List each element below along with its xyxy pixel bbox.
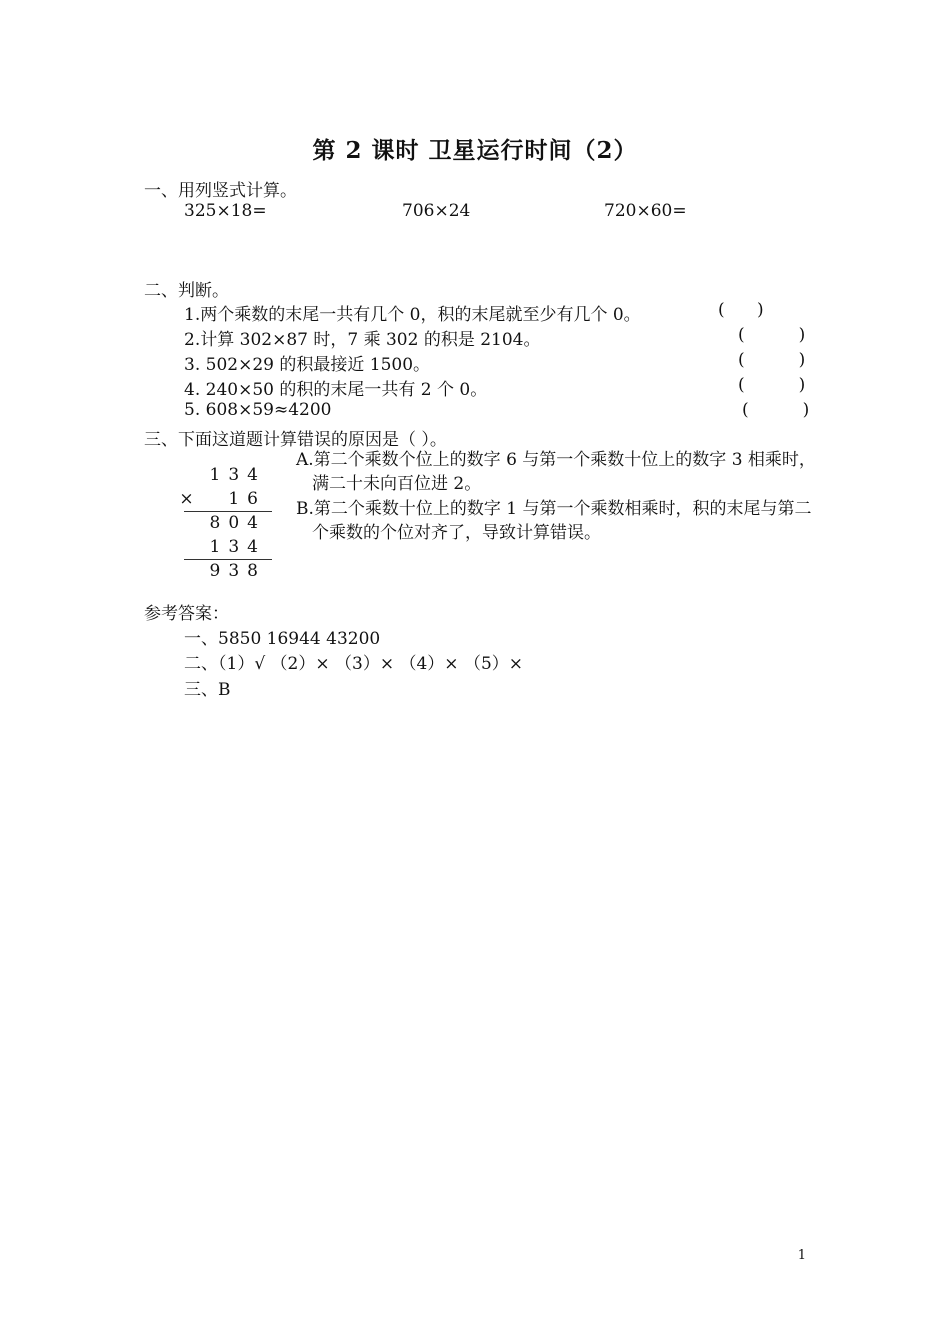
judge-paren-4[interactable]: ( ): [738, 375, 806, 395]
judge-paren-3[interactable]: ( ): [738, 350, 806, 370]
judge-paren-1[interactable]: ( ): [718, 300, 764, 320]
section2-heading: 二、判断。: [144, 281, 229, 301]
judge-paren-5[interactable]: ( ): [742, 400, 810, 420]
calc-row-partial-2: 134: [209, 537, 266, 557]
page-number: 1: [797, 1248, 806, 1263]
section1-heading: 一、用列竖式计算。: [144, 181, 297, 201]
answer-line-1: 一、5850 16944 43200: [184, 629, 381, 649]
answers-heading: 参考答案：: [144, 604, 229, 624]
option-b: B.第二个乘数十位上的数字 1 与第一个乘数相乘时，积的末尾与第二个乘数的个位对齐了，导致计算错误。: [296, 499, 812, 543]
calc-item-2: 706×24: [402, 201, 471, 221]
judge-paren-2[interactable]: ( ): [738, 325, 806, 345]
judge-item-5: 5. 608×59≈4200: [184, 400, 332, 420]
calc-row-result: 938: [209, 561, 266, 581]
option-a: A.第二个乘数个位上的数字 6 与第一个乘数十位上的数字 3 相乘时，满二十未向百位进 2。: [296, 450, 816, 494]
answer-line-2: 二、（1）√ （2）× （3）× （4）× （5）×: [184, 654, 524, 674]
section3-heading: 三、下面这道题计算错误的原因是（ ）。: [144, 430, 447, 450]
calc-row-multiplier: × 16: [179, 489, 266, 509]
judge-item-4: 4. 240×50 的积的末尾一共有 2 个 0。: [184, 380, 488, 400]
calc-divider-line: [184, 511, 272, 512]
calc-row-multiplicand: 134: [209, 465, 266, 485]
calc-row-partial-1: 804: [209, 513, 266, 533]
calc-item-3: 720×60=: [604, 201, 687, 221]
page-title: 第 2 课时 卫星运行时间（2）: [312, 137, 638, 164]
judge-item-2: 2.计算 302×87 时，7 乘 302 的积是 2104。: [184, 330, 541, 350]
calc-divider-line: [184, 559, 272, 560]
calc-item-1: 325×18=: [184, 201, 267, 221]
judge-item-3: 3. 502×29 的积最接近 1500。: [184, 355, 431, 375]
judge-item-1: 1.两个乘数的末尾一共有几个 0，积的末尾就至少有几个 0。: [184, 305, 641, 325]
answer-line-3: 三、B: [184, 680, 231, 700]
